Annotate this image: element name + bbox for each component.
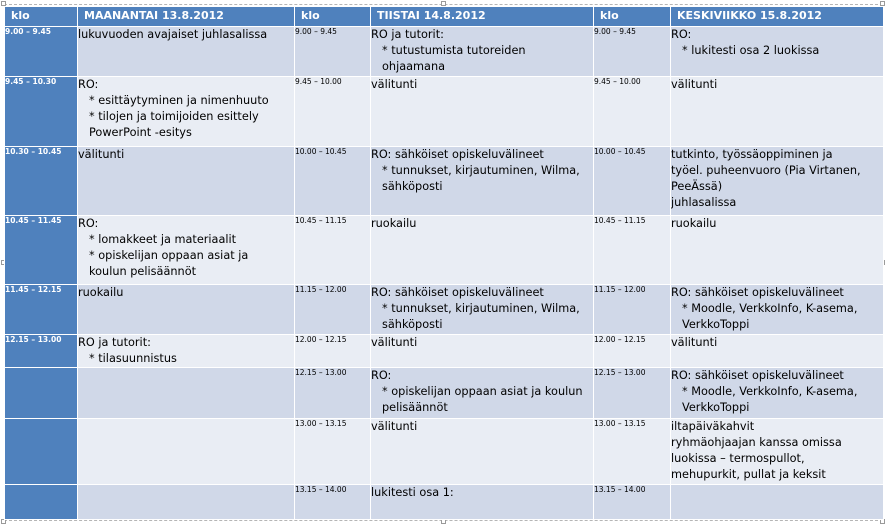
activity-line: RO: (78, 216, 99, 230)
activity-line: RO: sähköiset opiskeluvälineet (671, 285, 844, 299)
activity-cell-tuesday (371, 418, 594, 484)
time-cell-monday: 9.45 – 10.30 (5, 76, 78, 147)
activity-cell-monday (78, 284, 295, 335)
activity-line: ruokailu (671, 216, 717, 230)
time-cell-monday (5, 418, 78, 484)
activity-line: ruokailu (371, 216, 417, 230)
activity-line: välitunti (78, 148, 125, 162)
activity-line: mehupurkit, pullat ja keksit (671, 467, 826, 481)
activity-cell-tuesday (371, 147, 594, 216)
schedule-table (4, 6, 884, 520)
activity-line: * tilasuunnistus (89, 352, 177, 366)
header-monday: MAANANTAI 13.8.2012 (78, 7, 295, 27)
activity-cell-wednesday (671, 484, 884, 519)
activity-cell-wednesday (671, 215, 884, 284)
activity-line: RO: sähköiset opiskeluvälineet (371, 285, 544, 299)
time-cell-wednesday: 12.00 – 12.15 (594, 335, 671, 368)
table-row (5, 335, 884, 368)
activity-line: koulun pelisäännöt (89, 264, 197, 278)
activity-line: sähköposti (382, 180, 443, 194)
activity-cell-monday (78, 418, 295, 484)
activity-line: PowerPoint -esitys (89, 125, 192, 139)
activity-line: RO ja tutorit: (78, 336, 151, 350)
activity-line: * tunnukset, kirjautuminen, Wilma, (382, 301, 580, 315)
header-time-monday: klo (5, 7, 78, 27)
time-cell-tuesday: 10.00 – 10.45 (295, 147, 371, 216)
activity-cell-tuesday (371, 368, 594, 419)
activity-cell-monday (78, 76, 295, 147)
activity-line: iltapäiväkahvit (671, 419, 755, 433)
activity-line: RO ja tutorit: (371, 28, 444, 41)
activity-cell-wednesday (671, 76, 884, 147)
time-cell-wednesday: 13.15 – 14.00 (594, 484, 671, 519)
activity-line: * lomakkeet ja materiaalit (89, 232, 237, 246)
activity-line: juhlasalissa (671, 196, 737, 210)
activity-line: RO: (78, 77, 99, 91)
activity-cell-monday (78, 147, 295, 216)
time-cell-wednesday: 10.00 – 10.45 (594, 147, 671, 216)
header-wednesday: KESKIVIIKKO 15.8.2012 (671, 7, 884, 27)
activity-line: * lukitesti osa 2 luokissa (682, 44, 820, 57)
activity-line: * opiskelijan oppaan asiat ja (89, 248, 249, 262)
activity-line: tutkinto, työssäoppiminen ja (671, 148, 833, 162)
activity-line: RO: sähköiset opiskeluvälineet (371, 148, 544, 162)
activity-line: välitunti (671, 77, 718, 91)
activity-line: pelisäännöt (382, 401, 448, 415)
time-cell-monday: 11.45 – 12.15 (5, 284, 78, 335)
activity-line: * tunnukset, kirjautuminen, Wilma, (382, 164, 580, 178)
activity-line: välitunti (371, 77, 418, 91)
time-cell-wednesday: 10.45 – 11.15 (594, 215, 671, 284)
activity-line: välitunti (371, 419, 418, 433)
activity-line: VerkkoToppi (682, 401, 750, 415)
activity-cell-tuesday (371, 27, 594, 77)
activity-cell-wednesday (671, 368, 884, 419)
time-cell-monday (5, 368, 78, 419)
table-row (5, 484, 884, 519)
activity-cell-monday (78, 484, 295, 519)
activity-line: RO: (371, 369, 392, 383)
activity-line: välitunti (371, 336, 418, 350)
activity-line: ruokailu (78, 285, 124, 299)
activity-cell-tuesday (371, 215, 594, 284)
activity-line: VerkkoToppi (682, 317, 750, 331)
activity-cell-wednesday (671, 147, 884, 216)
activity-line: * tutustumista tutoreiden (382, 44, 526, 57)
activity-line: RO: sähköiset opiskeluvälineet (671, 369, 844, 383)
time-cell-tuesday: 9.00 – 9.45 (295, 27, 371, 77)
time-cell-monday (5, 484, 78, 519)
activity-line: luokissa – termospullot, (671, 451, 805, 465)
activity-cell-wednesday (671, 418, 884, 484)
time-cell-tuesday: 13.00 – 13.15 (295, 418, 371, 484)
activity-cell-tuesday (371, 284, 594, 335)
table-row (5, 76, 884, 147)
activity-line: välitunti (671, 336, 718, 350)
time-cell-tuesday: 13.15 – 14.00 (295, 484, 371, 519)
activity-line: RO: (671, 28, 692, 41)
activity-line: * Moodle, VerkkoInfo, K-asema, (682, 301, 858, 315)
activity-line: * tilojen ja toimijoiden esittely (89, 109, 259, 123)
time-cell-monday: 10.45 – 11.45 (5, 215, 78, 284)
time-cell-tuesday: 10.45 – 11.15 (295, 215, 371, 284)
header-time-wednesday: klo (594, 7, 671, 27)
time-cell-tuesday: 11.15 – 12.00 (295, 284, 371, 335)
activity-line: PeeÄssä) (671, 180, 723, 194)
activity-line: ryhmäohjaajan kanssa omissa (671, 435, 842, 449)
activity-cell-wednesday (671, 284, 884, 335)
time-cell-wednesday: 12.15 – 13.00 (594, 368, 671, 419)
activity-line: ohjaamana (382, 60, 446, 73)
time-cell-tuesday: 9.45 – 10.00 (295, 76, 371, 147)
time-cell-monday: 9.00 – 9.45 (5, 27, 78, 77)
time-cell-monday: 10.30 – 10.45 (5, 147, 78, 216)
activity-cell-monday (78, 368, 295, 419)
time-cell-tuesday: 12.15 – 13.00 (295, 368, 371, 419)
header-tuesday: TIISTAI 14.8.2012 (371, 7, 594, 27)
time-cell-wednesday: 11.15 – 12.00 (594, 284, 671, 335)
table-row (5, 27, 884, 77)
time-cell-monday: 12.15 – 13.00 (5, 335, 78, 368)
time-cell-wednesday: 9.45 – 10.00 (594, 76, 671, 147)
activity-cell-monday (78, 27, 295, 77)
activity-line: työel. puheenvuoro (Pia Virtanen, (671, 164, 861, 178)
header-time-tuesday: klo (295, 7, 371, 27)
activity-line: * Moodle, VerkkoInfo, K-asema, (682, 385, 858, 399)
table-row (5, 368, 884, 419)
time-cell-wednesday: 9.00 – 9.45 (594, 27, 671, 77)
time-cell-tuesday: 12.00 – 12.15 (295, 335, 371, 368)
header-row (5, 7, 884, 27)
activity-cell-monday (78, 335, 295, 368)
table-row (5, 215, 884, 284)
activity-cell-monday (78, 215, 295, 284)
table-row (5, 418, 884, 484)
activity-cell-wednesday (671, 335, 884, 368)
activity-cell-tuesday (371, 76, 594, 147)
table-row (5, 147, 884, 216)
table-row (5, 284, 884, 335)
activity-line: * opiskelijan oppaan asiat ja koulun (382, 385, 583, 399)
activity-cell-tuesday (371, 335, 594, 368)
activity-line: lukuvuoden avajaiset juhlasalissa (78, 28, 268, 41)
activity-cell-wednesday (671, 27, 884, 77)
activity-line: sähköposti (382, 317, 443, 331)
time-cell-wednesday: 13.00 – 13.15 (594, 418, 671, 484)
activity-cell-tuesday (371, 484, 594, 519)
activity-line: * esittäytyminen ja nimenhuuto (89, 93, 269, 107)
activity-line: lukitesti osa 1: (371, 485, 454, 499)
